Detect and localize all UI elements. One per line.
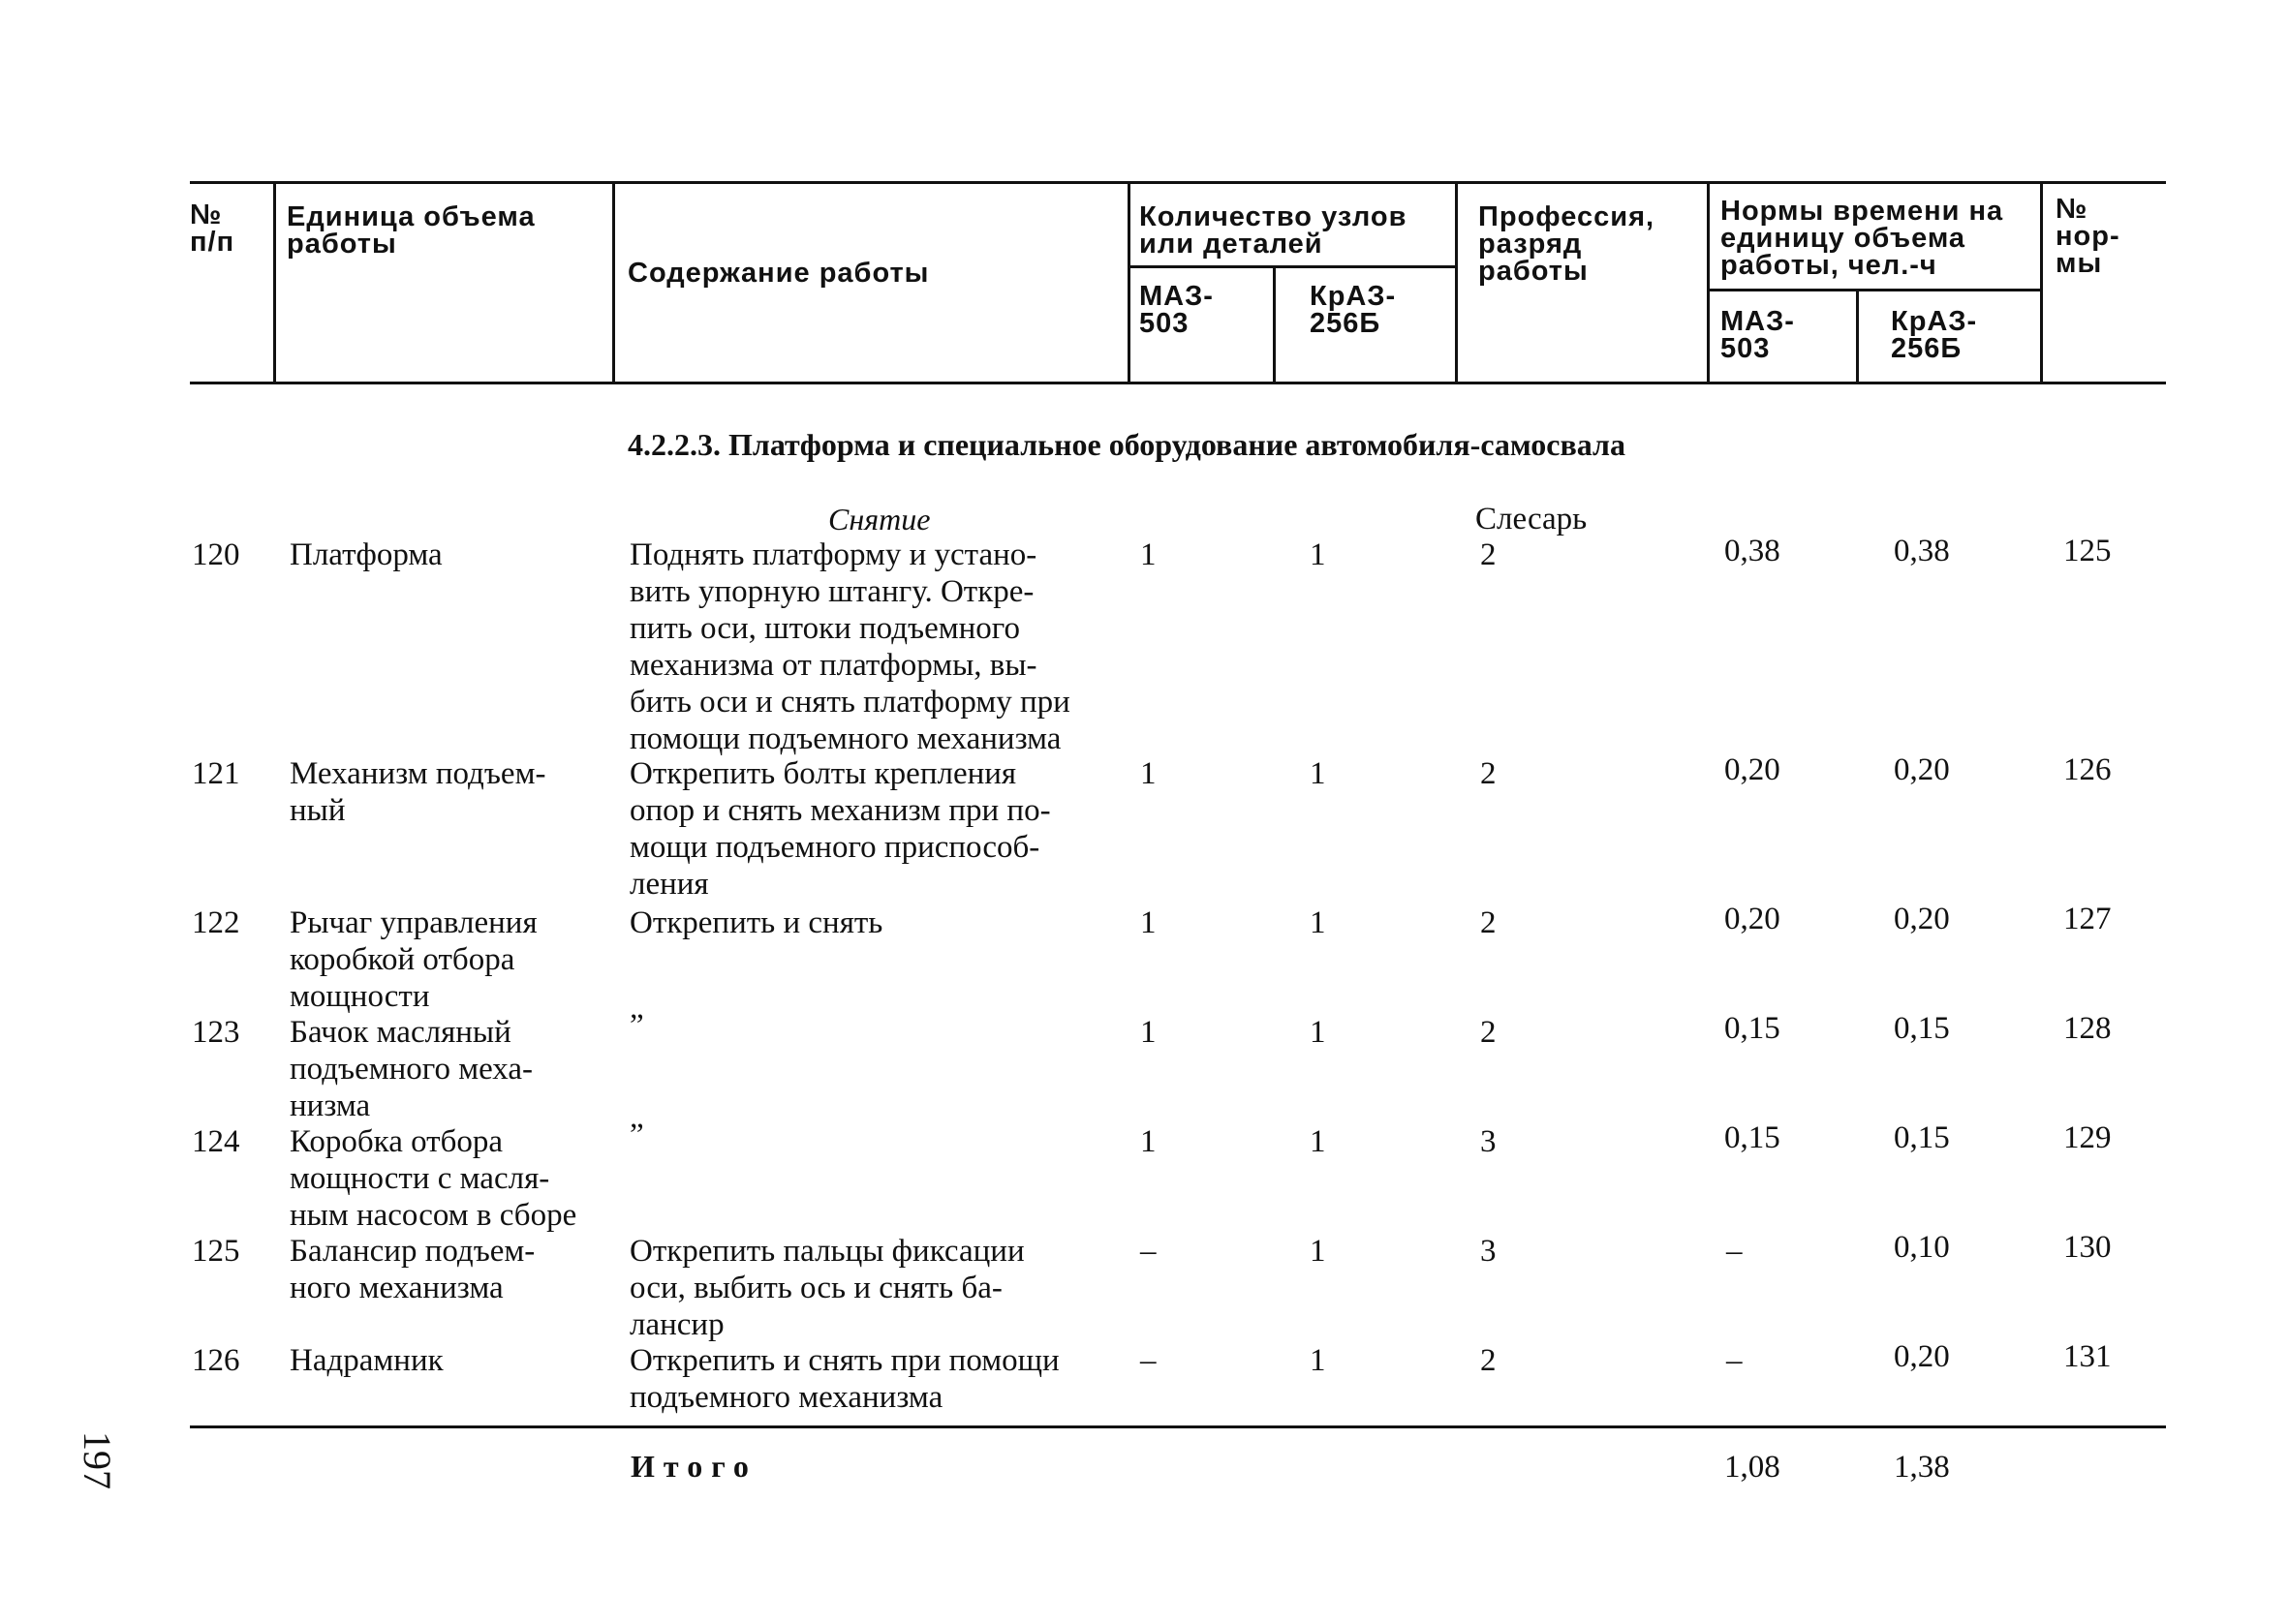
header-count-group: Количество узлов или деталей	[1139, 201, 1407, 260]
table-bottom-rule	[190, 1425, 2166, 1428]
header-divider	[1273, 265, 1276, 382]
row-norm-no: 125	[2063, 534, 2112, 568]
row-norm-no: 129	[2063, 1120, 2112, 1155]
header-divider	[2040, 184, 2043, 382]
row-count-kraz: 1	[1310, 1343, 1326, 1378]
row-number: 124	[192, 1124, 240, 1159]
row-count-maz: –	[1140, 1343, 1157, 1378]
row-number: 123	[192, 1015, 240, 1050]
row-grade: 3	[1480, 1234, 1497, 1269]
row-norm-no: 128	[2063, 1011, 2112, 1046]
row-grade: 2	[1480, 537, 1497, 572]
header-count-maz: МАЗ- 503	[1139, 281, 1214, 339]
row-count-kraz: 1	[1310, 1234, 1326, 1269]
row-count-kraz: 1	[1310, 1015, 1326, 1050]
row-unit: Бачок масляный подъемного меха- низма	[290, 1015, 534, 1123]
row-content: Открепить пальцы фиксации оси, выбить ось и снять ба- лансир	[630, 1234, 1025, 1342]
row-content: ”	[630, 1118, 644, 1152]
row-norm-kraz: 0,10	[1894, 1230, 1950, 1265]
section-title: 4.2.2.3. Платформа и специальное оборудование автомобиля-самосвала	[628, 427, 1625, 462]
row-grade: 2	[1480, 905, 1497, 940]
row-grade: 2	[1480, 1015, 1497, 1050]
row-norm-no: 131	[2063, 1339, 2112, 1374]
subheading: Снятие	[828, 502, 931, 536]
header-divider	[273, 184, 276, 382]
row-norm-maz: 0,20	[1724, 902, 1780, 936]
row-count-maz: –	[1140, 1234, 1157, 1269]
table-header	[190, 181, 2166, 384]
header-unit: Единица объема работы	[287, 201, 536, 260]
row-count-maz: 1	[1140, 1015, 1157, 1050]
row-norm-kraz: 0,20	[1894, 902, 1950, 936]
header-divider	[1128, 184, 1130, 382]
row-norm-kraz: 0,38	[1894, 534, 1950, 568]
row-norm-kraz: 0,20	[1894, 752, 1950, 787]
row-number: 120	[192, 537, 240, 572]
row-unit: Коробка отбора мощности с масля- ным насосом в сборе	[290, 1124, 577, 1233]
row-norm-maz: 0,15	[1724, 1120, 1780, 1155]
row-norm-no: 126	[2063, 752, 2112, 787]
profession-label: Слесарь	[1475, 502, 1588, 536]
row-count-maz: 1	[1140, 1124, 1157, 1159]
row-unit: Рычаг управления коробкой отбора мощности	[290, 905, 538, 1014]
row-content: Открепить болты крепления опор и снять механизм при по- мощи подъемного приспособ- ления	[630, 756, 1051, 902]
row-unit: Механизм подъем- ный	[290, 756, 546, 828]
header-count-kraz: КрАЗ- 256Б	[1310, 281, 1397, 339]
total-label: Итого	[631, 1449, 758, 1484]
row-norm-kraz: 0,15	[1894, 1011, 1950, 1046]
row-grade: 3	[1480, 1124, 1497, 1159]
row-grade: 2	[1480, 1343, 1497, 1378]
header-divider	[612, 184, 615, 382]
row-count-maz: 1	[1140, 537, 1157, 572]
row-count-maz: 1	[1140, 756, 1157, 791]
row-count-kraz: 1	[1310, 537, 1326, 572]
row-content: Открепить и снять	[630, 905, 883, 940]
header-divider	[1856, 289, 1859, 382]
row-norm-no: 127	[2063, 902, 2112, 936]
row-norm-kraz: 0,20	[1894, 1339, 1950, 1374]
row-norm-no: 130	[2063, 1230, 2112, 1265]
total-maz: 1,08	[1724, 1450, 1780, 1485]
row-count-kraz: 1	[1310, 905, 1326, 940]
row-unit: Надрамник	[290, 1343, 444, 1378]
row-grade: 2	[1480, 756, 1497, 791]
row-norm-maz: –	[1726, 1234, 1743, 1269]
row-number: 125	[192, 1234, 240, 1269]
row-content: Поднять платформу и устано- вить упорную штангу. Откре- пить оси, штоки подъемного механизма от платформы, вы- бить оси и снять платформу при помощи подъемного механизма	[630, 537, 1070, 756]
page-number: 197	[76, 1431, 119, 1489]
row-unit: Балансир подъем- ного механизма	[290, 1234, 536, 1305]
row-number: 122	[192, 905, 240, 940]
row-number: 121	[192, 756, 240, 791]
header-subdivider	[1128, 265, 1457, 268]
row-unit: Платформа	[290, 537, 443, 572]
row-count-kraz: 1	[1310, 1124, 1326, 1159]
header-subdivider	[1707, 289, 2042, 291]
row-number: 126	[192, 1343, 240, 1378]
row-norm-maz: 0,15	[1724, 1011, 1780, 1046]
row-content: ”	[630, 1008, 644, 1043]
row-norm-maz: 0,20	[1724, 752, 1780, 787]
header-norm-no: № нор- мы	[2056, 194, 2120, 279]
header-no: № п/п	[190, 199, 235, 258]
row-norm-kraz: 0,15	[1894, 1120, 1950, 1155]
row-count-maz: 1	[1140, 905, 1157, 940]
row-count-kraz: 1	[1310, 756, 1326, 791]
row-norm-maz: –	[1726, 1343, 1743, 1378]
header-divider	[1707, 184, 1710, 382]
row-content: Открепить и снять при помощи подъемного механизма	[630, 1343, 1060, 1415]
total-kraz: 1,38	[1894, 1450, 1950, 1485]
header-norms-maz: МАЗ- 503	[1720, 306, 1795, 364]
header-norms-kraz: КрАЗ- 256Б	[1891, 306, 1978, 364]
header-norms-group: Нормы времени на единицу объема работы, чел.-ч	[1720, 196, 2004, 281]
header-divider	[1455, 184, 1458, 382]
header-content: Содержание работы	[628, 258, 930, 289]
row-norm-maz: 0,38	[1724, 534, 1780, 568]
header-profession: Профессия, разряд работы	[1478, 201, 1655, 287]
